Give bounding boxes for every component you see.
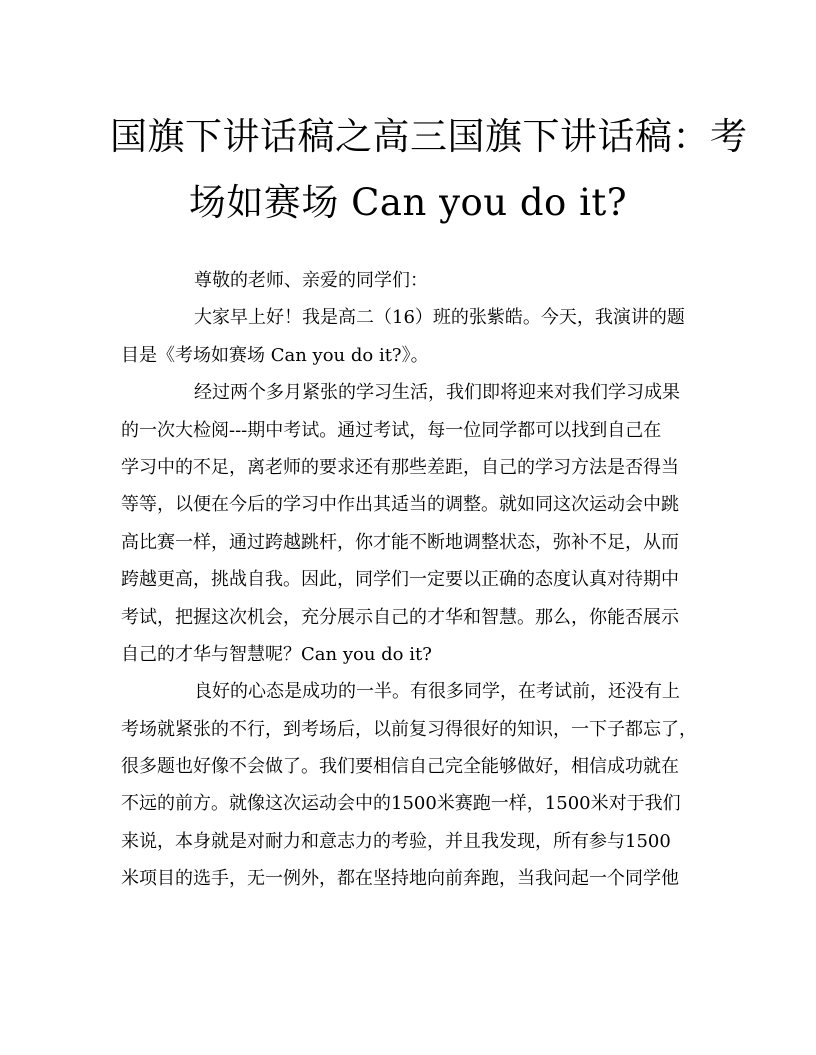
document-body [121, 262, 697, 898]
body-line: 学习中的不足，离老师的要求还有那些差距，自己的学习方法是否得当 [121, 456, 679, 478]
body-line: 等等，以便在今后的学习中作出其适当的调整。就如同这次运动会中跳 [121, 494, 679, 516]
title-line: 国旗下讲话稿之高三国旗下讲话稿：考 [110, 115, 748, 158]
body-line: 良好的心态是成功的一半。有很多同学，在考试前，还没有上 [194, 681, 680, 703]
body-line: 大家早上好！我是高二（16）班的张紫皓。今天，我演讲的题 [194, 307, 685, 329]
body-line: 的一次大检阅---期中考试。通过考试，每一位同学都可以找到自己在 [121, 419, 662, 441]
body-line: 不远的前方。就像这次运动会中的1500米赛跑一样，1500米对于我们 [121, 793, 681, 815]
body-line: 经过两个多月紧张的学习生活，我们即将迎来对我们学习成果 [194, 382, 680, 404]
body-line: 尊敬的老师、亲爱的同学们： [194, 270, 428, 291]
body-line: 考场就紧张的不行，到考场后，以前复习得很好的知识，一下子都忘了， [121, 718, 697, 740]
body-line: 很多题也好像不会做了。我们要相信自己完全能够做好，相信成功就在 [121, 756, 679, 778]
body-line: 米项目的选手，无一例外，都在坚持地向前奔跑，当我问起一个同学他 [121, 868, 679, 890]
body-line: 跨越更高，挑战自我。因此，同学们一定要以正确的态度认真对待期中 [121, 569, 679, 591]
body-line: 来说，本身就是对耐力和意志力的考验，并且我发现，所有参与1500 [121, 830, 671, 852]
body-line: 考试，把握这次机会，充分展示自己的才华和智慧。那么，你能否展示 [121, 606, 679, 628]
body-line: 自己的才华与智慧呢？Can you do it? [121, 643, 432, 665]
document-title [110, 104, 748, 236]
title-line: 场如赛场 Can you do it? [188, 181, 628, 224]
body-line: 目是《考场如赛场 Can you do it?》。 [121, 344, 429, 366]
body-line: 高比赛一样，通过跨越跳杆，你才能不断地调整状态，弥补不足，从而 [121, 531, 679, 553]
